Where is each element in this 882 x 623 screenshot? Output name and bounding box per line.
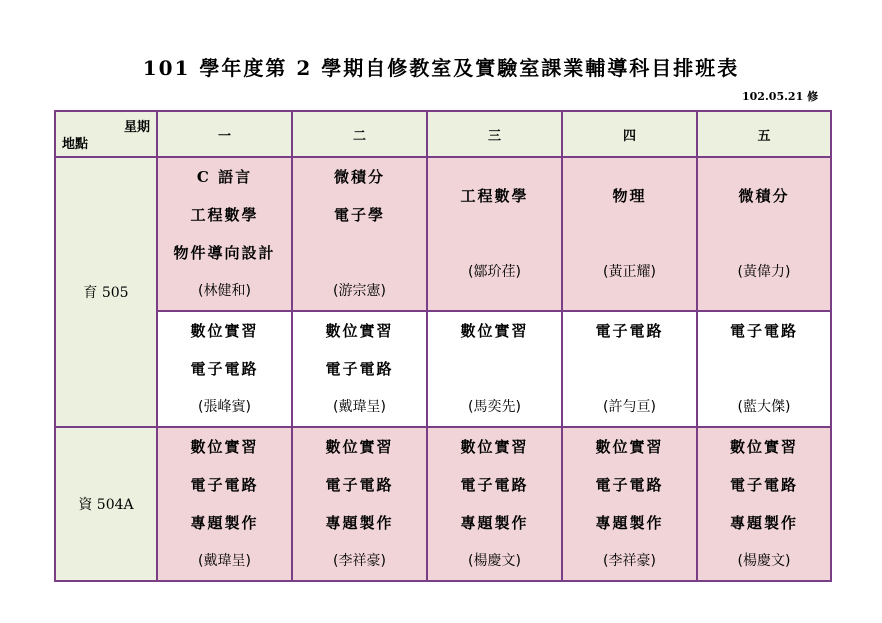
schedule-cell [157, 427, 292, 581]
day-header: 二 [292, 111, 427, 157]
subject-text: 電子電路 [595, 476, 664, 494]
schedule-cell [292, 311, 427, 427]
cell-content [428, 312, 561, 426]
subject-text: 數位實習 [595, 438, 664, 456]
revision-date: 102.05.21 修 [742, 90, 819, 103]
cell-content [428, 177, 561, 291]
schedule-cell [697, 311, 831, 427]
teacher-name: (藍大傑) [737, 399, 791, 415]
day-header: 一 [157, 111, 292, 157]
subject-text: 專題製作 [190, 514, 259, 532]
schedule-cell [697, 427, 831, 581]
schedule-cell [427, 157, 562, 311]
subject-text: 電子電路 [729, 476, 798, 494]
subject-text: 數位實習 [460, 322, 529, 340]
schedule-cell [157, 311, 292, 427]
subject-text: 工程數學 [190, 206, 259, 224]
subject-text: 物件導向設計 [173, 244, 276, 262]
cell-content [428, 428, 561, 580]
teacher-name: (黃偉力) [737, 264, 791, 280]
schedule-cell [697, 157, 831, 311]
subject-text: 專題製作 [729, 514, 798, 532]
subject-text: 數位實習 [460, 438, 529, 456]
cell-content [158, 158, 291, 310]
cell-content [158, 428, 291, 580]
subject-text: 物理 [612, 187, 647, 205]
subject-text: 電子電路 [190, 476, 259, 494]
subject-text: 數位實習 [190, 438, 259, 456]
subject-text: 數位實習 [325, 438, 394, 456]
schedule-cell [562, 311, 697, 427]
corner-location-label: 地點 [62, 137, 89, 152]
schedule-row [55, 427, 831, 581]
schedule-cell [292, 157, 427, 311]
subject-text: 微積分 [333, 168, 385, 186]
cell-content [563, 177, 696, 291]
header-row [55, 111, 831, 157]
cell-content [698, 177, 830, 291]
teacher-name: (馬奕先) [468, 399, 521, 415]
subject-text: 電子電路 [190, 360, 259, 378]
cell-content [293, 428, 426, 580]
schedule-table [54, 110, 832, 582]
cell-content [698, 428, 830, 580]
room-label: 資 504A [55, 427, 157, 581]
subject-text: 專題製作 [325, 514, 394, 532]
subject-text: 電子電路 [595, 322, 664, 340]
subject-text: 數位實習 [190, 322, 259, 340]
cell-content [293, 312, 426, 426]
schedule-cell [427, 427, 562, 581]
schedule-cell [562, 427, 697, 581]
room-label: 育 505 [55, 157, 157, 427]
subject-text: C 語言 [196, 168, 253, 186]
teacher-name: (戴瑋呈) [333, 399, 386, 415]
subject-text: 專題製作 [460, 514, 529, 532]
teacher-name: (李祥豪) [603, 553, 656, 569]
teacher-name: (楊慶文) [468, 553, 521, 569]
teacher-name: (許勻亘) [603, 399, 656, 415]
cell-content [698, 312, 830, 426]
teacher-name: (鄒玠荏) [468, 264, 521, 280]
cell-content [563, 312, 696, 426]
subject-text: 數位實習 [729, 438, 798, 456]
teacher-name: (楊慶文) [737, 553, 791, 569]
schedule-cell [562, 157, 697, 311]
subject-text: 微積分 [738, 187, 790, 205]
corner-day-label: 星期 [123, 120, 150, 135]
schedule-row [55, 311, 831, 427]
teacher-name: (林健和) [198, 283, 251, 299]
subject-text: 專題製作 [595, 514, 664, 532]
subject-text: 電子電路 [729, 322, 798, 340]
subject-text: 電子電路 [460, 476, 529, 494]
cell-content [563, 428, 696, 580]
subject-text: 電子學 [333, 206, 385, 224]
page-title: 101 學年度第 2 學期自修教室及實驗室課業輔導科目排班表 [142, 56, 740, 80]
subject-text: 電子電路 [325, 476, 394, 494]
schedule-cell [292, 427, 427, 581]
subject-text: 電子電路 [325, 360, 394, 378]
corner-header [55, 111, 157, 157]
schedule-cell [157, 157, 292, 311]
teacher-name: (李祥豪) [333, 553, 386, 569]
teacher-name: (張峰賓) [198, 399, 251, 415]
subject-text: 數位實習 [325, 322, 394, 340]
schedule-cell [427, 311, 562, 427]
teacher-name: (戴瑋呈) [198, 553, 251, 569]
day-header: 五 [697, 111, 831, 157]
subject-text: 工程數學 [460, 187, 529, 205]
teacher-name: (黃正耀) [603, 264, 656, 280]
day-header: 三 [427, 111, 562, 157]
day-header: 四 [562, 111, 697, 157]
schedule-row [55, 157, 831, 311]
cell-content [293, 158, 426, 310]
teacher-name: (游宗憲) [333, 283, 386, 299]
cell-content [158, 312, 291, 426]
